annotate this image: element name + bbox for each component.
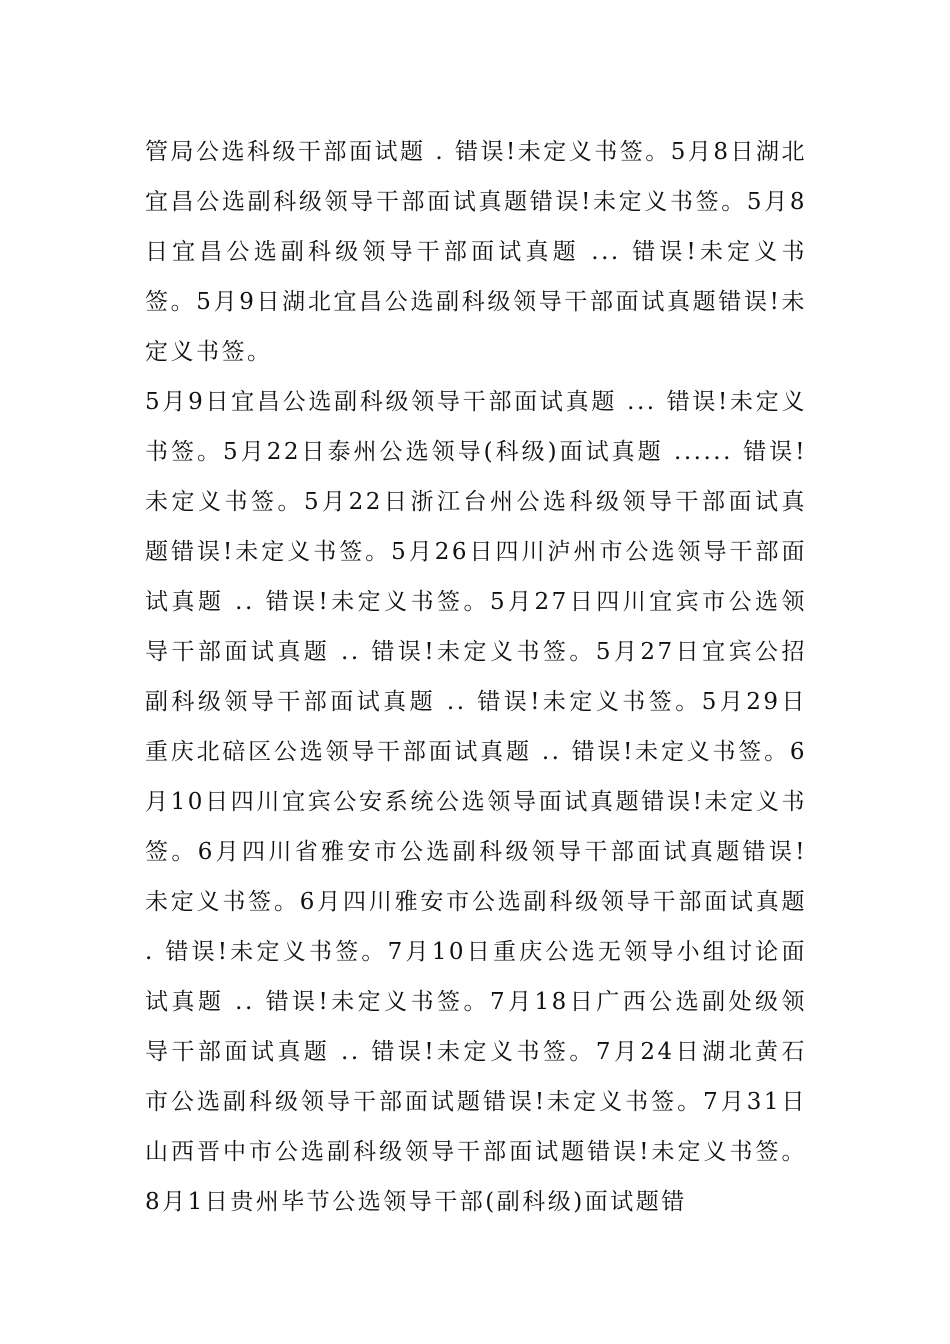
paragraph-1: 管局公选科级干部面试题 . 错误!未定义书签。5月8日湖北宜昌公选副科级领导干部面试真题错误!未定义书签。5月8日宜昌公选副科级领导干部面试真题 ... 错误!未定义书签。5月9日湖北宜昌公选副科级领导干部面试真题错误!未定义书签。 <box>145 139 807 365</box>
document-body <box>145 127 807 1227</box>
paragraph-2: 5月9日宜昌公选副科级领导干部面试真题 ... 错误!未定义书签。5月22日泰州公选领导(科级)面试真题 ...... 错误!未定义书签。5月22日浙江台州公选科级领导干部面试真题错误!未定义书签。5月26日四川泸州市公选领导干部面试真题 .. 错误!未定义书签。5月27日四川宜宾市公选领导干部面试真题 .. 错误!未定义书签。5月27日宜宾公招副科级领导干部面试真题 .. 错误!未定义书签。5月29日重庆北碚区公选领导干部面试真题 .. 错误!未定义书签。6月10日四川宜宾公安系统公选领导面试真题错误!未定义书签。6月四川省雅安市公选副科级领导干部面试真题错误!未定义书签。6月四川雅安市公选副科级领导干部面试真题 . 错误!未定义书签。7月10日重庆公选无领导小组讨论面试真题 .. 错误!未定义书签。7月18日广西公选副处级领导干部面试真题 .. 错误!未定义书签。7月24日湖北黄石市公选副科级领导干部面试题错误!未定义书签。7月31日山西晋中市公选副科级领导干部面试题错误!未定义书签。8月1日贵州毕节公选领导干部(副科级)面试题错 <box>145 389 807 1215</box>
